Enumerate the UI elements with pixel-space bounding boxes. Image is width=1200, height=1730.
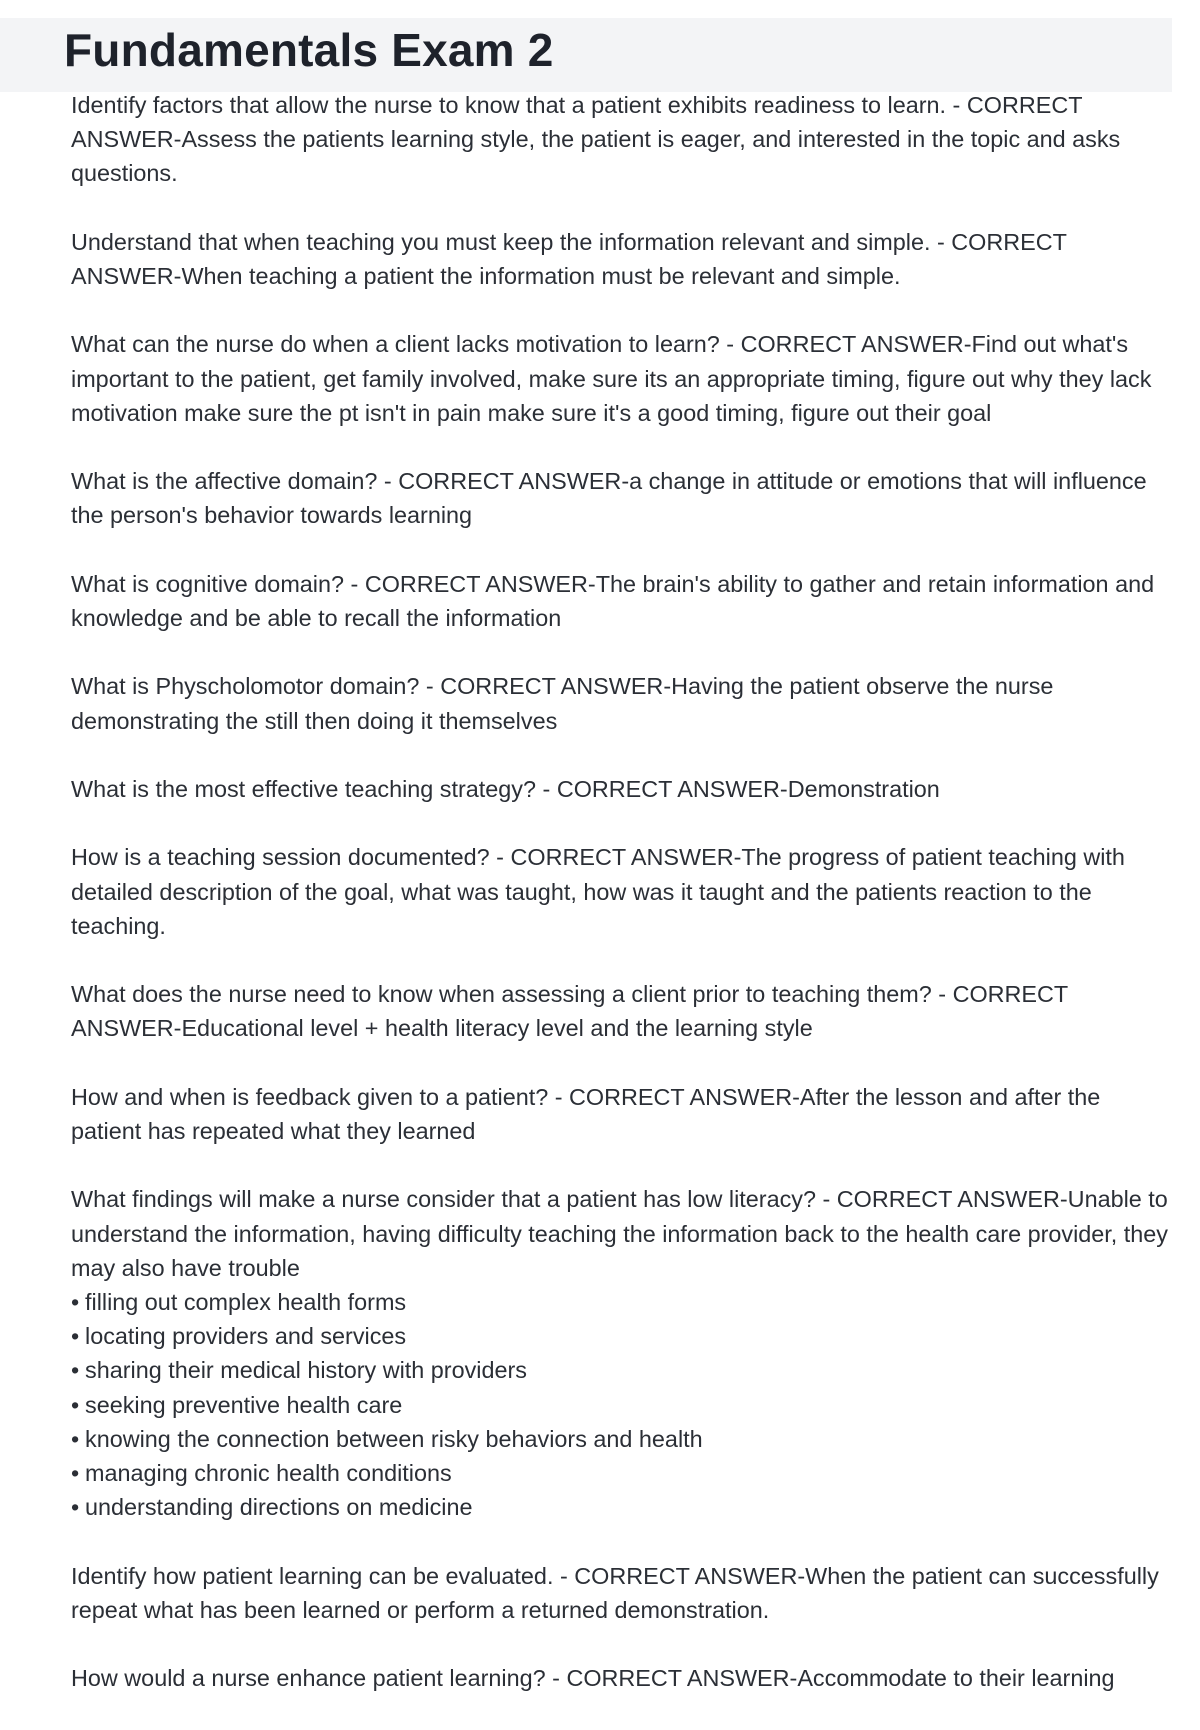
- bullet-item: • understanding directions on medicine: [71, 1490, 1171, 1524]
- question-text: What is Physcholomotor domain?: [71, 673, 420, 700]
- qa-item: [71, 225, 1171, 293]
- question-text: What is the affective domain?: [71, 468, 378, 495]
- qa-item: [71, 1661, 1171, 1695]
- separator: -: [419, 673, 441, 700]
- qa-item: [71, 1182, 1171, 1524]
- question-text: How would a nurse enhance patient learning?: [71, 1665, 546, 1692]
- qa-item: [71, 669, 1171, 737]
- question-text: What is the most effective teaching strategy?: [71, 775, 537, 802]
- question-text: What findings will make a nurse consider that a patient has low literacy?: [71, 1186, 816, 1213]
- separator: -: [545, 1665, 567, 1692]
- answer-text: CORRECT ANSWER-Demonstration: [556, 775, 940, 802]
- answer-text: CORRECT ANSWER-The brain's ability to gather and retain information and knowledge and be able to recall the information: [71, 570, 1155, 631]
- separator: -: [536, 775, 557, 802]
- bullet-item: • sharing their medical history with providers: [71, 1353, 1171, 1387]
- qa-item: [71, 1080, 1171, 1148]
- qa-item: [71, 464, 1171, 532]
- answer-text: CORRECT ANSWER-When the patient can successfully repeat what has been learned or perform a returned demonstration.: [71, 1562, 1159, 1623]
- qa-list: [71, 88, 1171, 1730]
- separator: -: [931, 981, 953, 1008]
- answer-text: CORRECT ANSWER-Educational level + health literacy level and the learning style: [71, 981, 1068, 1042]
- qa-item: [71, 1559, 1171, 1627]
- qa-item: [71, 772, 1171, 806]
- qa-item: [71, 977, 1171, 1045]
- question-text: Identify factors that allow the nurse to know that a patient exhibits readiness to learn.: [71, 92, 947, 118]
- question-text: What does the nurse need to know when assessing a client prior to teaching them?: [71, 981, 932, 1008]
- bullet-list: [71, 1285, 1171, 1524]
- separator: -: [377, 468, 399, 495]
- separator: -: [815, 1186, 837, 1213]
- question-text: What is cognitive domain?: [71, 570, 345, 597]
- separator: -: [489, 844, 511, 871]
- bullet-item: • knowing the connection between risky behaviors and health: [71, 1422, 1171, 1456]
- answer-text: CORRECT ANSWER-Accommodate to their learning: [566, 1665, 1115, 1692]
- question-text: What can the nurse do when a client lacks motivation to learn?: [71, 331, 720, 358]
- answer-text: CORRECT ANSWER-Unable to understand the information, having difficulty teaching the information back to the health care provider, they may also have trouble: [71, 1186, 1168, 1281]
- bullet-item: • locating providers and services: [71, 1319, 1171, 1353]
- bullet-item: • seeking preventive health care: [71, 1388, 1171, 1422]
- separator: -: [930, 228, 952, 255]
- answer-text: CORRECT ANSWER-Assess the patients learning style, the patient is eager, and interested in the topic and asks questions.: [71, 92, 1121, 187]
- answer-text: CORRECT ANSWER-The progress of patient teaching with detailed description of the goal, what was taught, how was it taught and the patients reaction to the teaching.: [71, 844, 1125, 939]
- separator: -: [553, 1562, 575, 1589]
- page-title: Fundamentals Exam 2: [64, 24, 554, 76]
- answer-text: CORRECT ANSWER-After the lesson and after the patient has repeated what they learned: [71, 1083, 1101, 1144]
- separator: -: [344, 570, 365, 597]
- separator: -: [719, 331, 741, 358]
- answer-text: CORRECT ANSWER-When teaching a patient the information must be relevant and simple.: [71, 228, 1067, 289]
- bullet-item: • filling out complex health forms: [71, 1285, 1171, 1319]
- answer-text: CORRECT ANSWER-Find out what's important to the patient, get family involved, make sure its an appropriate timing, figure out why they lack motivation make sure the pt isn't in pain make sure it's a good timing, figure out their goal: [71, 331, 1152, 426]
- answer-text: CORRECT ANSWER-a change in attitude or emotions that will influence the person's behavior towards learning: [71, 468, 1147, 529]
- question-text: How and when is feedback given to a patient?: [71, 1083, 549, 1110]
- separator: -: [548, 1083, 570, 1110]
- answer-text: CORRECT ANSWER-Having the patient observe the nurse demonstrating the still then doing it themselves: [71, 673, 1054, 734]
- question-text: Understand that when teaching you must keep the information relevant and simple.: [71, 228, 931, 255]
- qa-item: [71, 88, 1171, 191]
- question-text: Identify how patient learning can be evaluated.: [71, 1562, 554, 1589]
- qa-item: [71, 327, 1171, 430]
- qa-item: [71, 567, 1171, 635]
- separator: -: [946, 92, 967, 118]
- qa-item: [71, 840, 1171, 943]
- bullet-item: • managing chronic health conditions: [71, 1456, 1171, 1490]
- question-text: How is a teaching session documented?: [71, 844, 490, 871]
